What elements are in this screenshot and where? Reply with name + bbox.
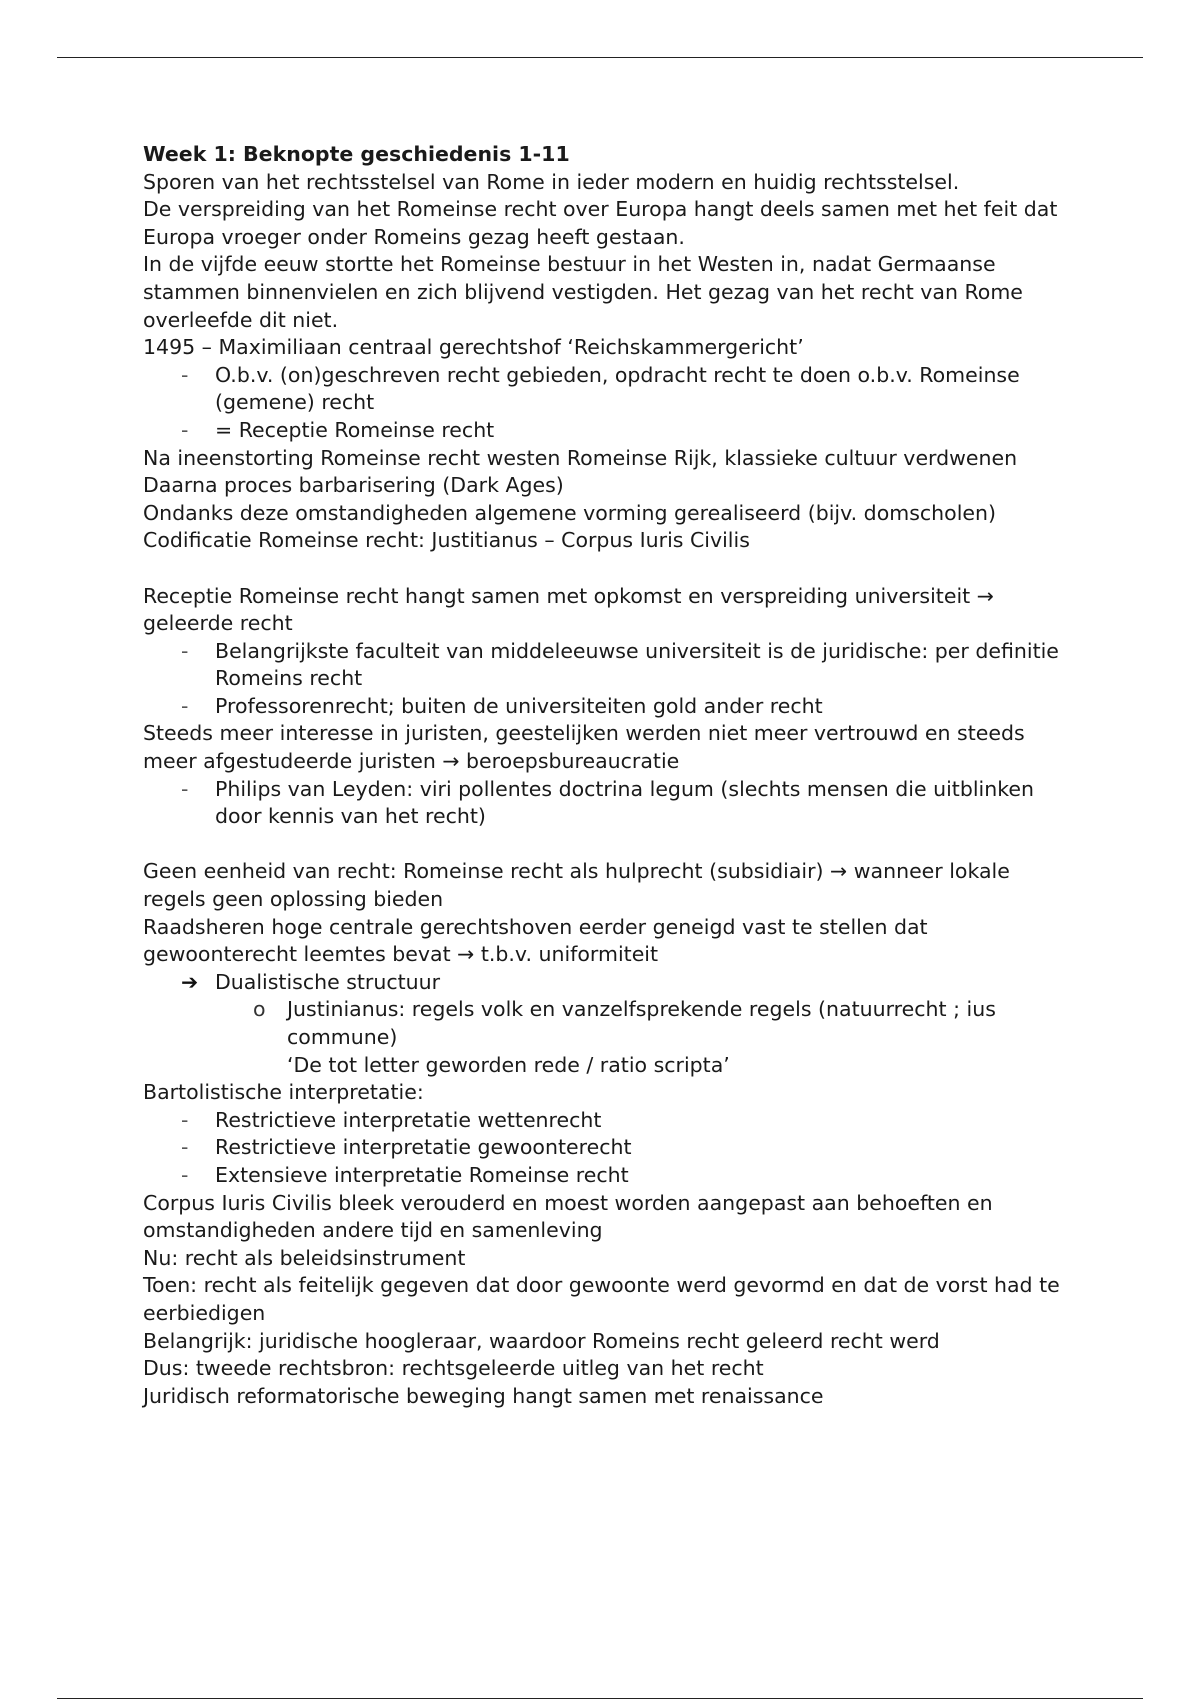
bullet-text: Restrictieve interpretatie wettenrecht [215,1107,602,1132]
bullet-item [143,362,1063,417]
bullet-text: O.b.v. (on)geschreven recht gebieden, opdracht recht te doen o.b.v. Romeinse (gemene) recht [215,362,1020,415]
paragraph: Bartolistische interpretatie: [143,1080,424,1105]
sub-bullet-item [143,996,1063,1051]
bullet-item [143,693,1063,721]
dash-bullet: - [181,1107,189,1132]
paragraph: Raadsheren hoge centrale gerechtshoven eerder geneigd vast te stellen dat gewoonterecht leemtes bevat → t.b.v. uniformiteit [143,914,928,967]
paragraph: Receptie Romeinse recht hangt samen met opkomst en verspreiding universiteit → geleerde recht [143,583,994,636]
blank-line [143,555,1063,583]
bullet-item [143,638,1063,693]
bullet-item [143,1162,1063,1190]
blank-line [143,831,1063,859]
sub-bullet-continuation: ‘De tot letter geworden rede / ratio scripta’ [287,1052,730,1077]
dash-bullet: - [181,417,189,442]
bullet-text: Extensieve interpretatie Romeinse recht [215,1162,629,1187]
page-title: Week 1: Beknopte geschiedenis 1-11 [143,142,570,166]
bullet-text: Restrictieve interpretatie gewoonterecht [215,1135,632,1160]
paragraph: Corpus Iuris Civilis bleek verouderd en moest worden aangepast aan behoeften en omstandigheden andere tijd en samenleving [143,1190,993,1243]
dash-bullet: - [181,362,189,387]
header-rule [57,57,1143,58]
paragraph: Belangrijk: juridische hoogleraar, waardoor Romeins recht geleerd recht werd [143,1328,940,1353]
dash-bullet: - [181,638,189,663]
bullet-text: Belangrijkste faculteit van middeleeuwse universiteit is de juridische: per definitie Romeins recht [215,638,1059,691]
bullet-item [143,776,1063,831]
dash-bullet: - [181,1162,189,1187]
bullet-item [143,1134,1063,1162]
arrow-bullet-icon: ➔ [181,969,199,994]
bullet-text: Philips van Leyden: viri pollentes doctrina legum (slechts mensen die uitblinken door kennis van het recht) [215,776,1034,829]
paragraph: Na ineenstorting Romeinse recht westen Romeinse Rijk, klassieke cultuur verdwenen [143,445,1018,470]
bullet-text: Professorenrecht; buiten de universiteiten gold ander recht [215,693,823,718]
paragraph: Toen: recht als feitelijk gegeven dat door gewoonte werd gevormd en dat de vorst had te eerbiedigen [143,1273,1060,1325]
paragraph: Steeds meer interesse in juristen, geestelijken werden niet meer vertrouwd en steeds meer afgestudeerde juristen → beroepsbureaucratie [143,721,1025,774]
paragraph: Geen eenheid van recht: Romeinse recht als hulprecht (subsidiair) → wanneer lokale regels geen oplossing bieden [143,859,1010,912]
dash-bullet: - [181,1135,189,1160]
bullet-text: Justinianus: regels volk en vanzelfsprekende regels (natuurrecht ; ius commune) [287,997,996,1049]
paragraph: Daarna proces barbarisering (Dark Ages) [143,473,564,498]
paragraph: Nu: recht als beleidsinstrument [143,1245,466,1270]
dash-bullet: - [181,776,189,801]
paragraph: Codificatie Romeinse recht: Justitianus – Corpus Iuris Civilis [143,528,750,553]
paragraph: Juridisch reformatorische beweging hangt samen met renaissance [143,1383,824,1408]
paragraph: 1495 – Maximiliaan centraal gerechtshof ‘Reichskammergericht’ [143,335,804,360]
paragraph: De verspreiding van het Romeinse recht over Europa hangt deels samen met het feit dat Europa vroeger onder Romeins gezag heeft gestaan. [143,197,1058,249]
paragraph: Ondanks deze omstandigheden algemene vorming gerealiseerd (bijv. domscholen) [143,500,996,525]
arrow-item [143,969,1063,997]
paragraph: Dus: tweede rechtsbron: rechtsgeleerde uitleg van het recht [143,1356,764,1381]
bullet-item [143,417,1063,445]
bullet-text: = Receptie Romeinse recht [215,417,495,442]
footer-rule [57,1698,1143,1699]
paragraph: In de vijfde eeuw stortte het Romeinse bestuur in het Westen in, nadat Germaanse stammen binnenvielen en zich blijvend vestigden. Het gezag van het recht van Rome overleefde dit niet. [143,252,1023,332]
circle-bullet: o [253,997,266,1022]
paragraph: Sporen van het rechtsstelsel van Rome in ieder modern en huidig rechtsstelsel. [143,169,960,194]
dash-bullet: - [181,693,189,718]
bullet-text: Dualistische structuur [215,969,441,994]
document-body [143,141,1063,1410]
bullet-item [143,1107,1063,1135]
